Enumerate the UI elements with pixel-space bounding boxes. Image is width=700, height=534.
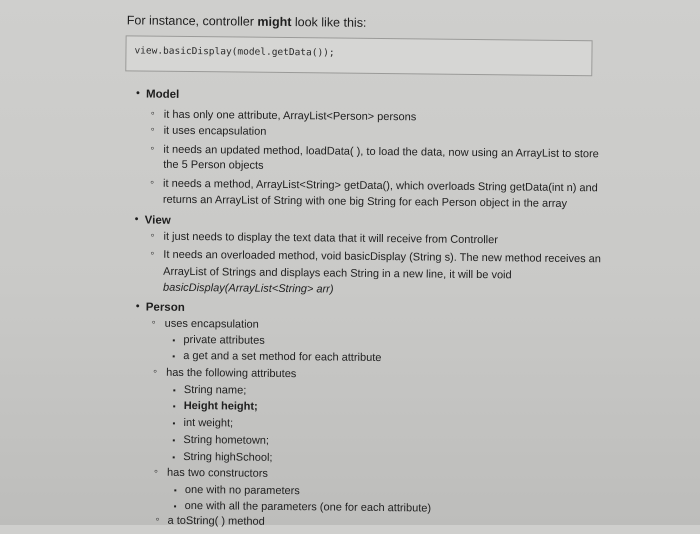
intro-prefix: For instance, controller xyxy=(126,13,258,29)
intro-bold: might xyxy=(257,14,292,30)
model-item-bullet xyxy=(151,124,155,136)
person-sub-bullet xyxy=(172,350,175,362)
code-block xyxy=(125,35,592,76)
person-constructors-label: has two constructors xyxy=(166,466,268,480)
person-sub-bullet xyxy=(172,334,175,346)
person-attr-bullet xyxy=(173,417,176,429)
model-bullet xyxy=(136,87,140,99)
person-ctor-bullet xyxy=(174,484,177,496)
person-attr-name: String name; xyxy=(183,383,247,397)
model-item-1: it has only one attribute, ArrayList<Person> persons xyxy=(163,108,417,124)
person-heading: Person xyxy=(145,301,185,314)
person-item-bullet xyxy=(153,366,157,378)
person-item-bullet xyxy=(156,514,160,526)
view-item-1: it just needs to display the text data that it will receive from Controller xyxy=(163,230,499,247)
view-item-2-cont2: basicDisplay(ArrayList<String> arr) xyxy=(162,281,334,296)
view-item-2-cont: ArrayList of Strings and displays each String in a new line, it will be void xyxy=(163,265,512,282)
person-attr-hometown: String hometown; xyxy=(183,433,270,447)
person-ctor-all: one with all the parameters (one for each attribute) xyxy=(184,499,432,515)
person-ctor-none: one with no parameters xyxy=(184,483,300,498)
person-attr-height: Height height; xyxy=(183,399,258,413)
person-getset: a get and a set method for each attribute xyxy=(183,349,382,365)
intro-suffix: look like this: xyxy=(291,15,367,30)
person-attr-highschool: String highSchool; xyxy=(183,450,273,464)
person-uses-encapsulation: uses encapsulation xyxy=(164,317,259,331)
view-item-2: It needs an overloaded method, void basicDisplay (String s). The new method receives an xyxy=(163,248,601,266)
view-item-bullet xyxy=(150,248,154,260)
view-heading: View xyxy=(144,214,171,227)
intro-text xyxy=(127,13,367,30)
person-bullet xyxy=(136,300,140,312)
model-item-4: it needs a method, ArrayList<String> getData(), which overloads String getData(int n) and xyxy=(163,177,598,195)
model-item-3: it needs an updated method, loadData( ), to load the data, now using an ArrayList to store xyxy=(163,143,599,161)
person-attr-weight: int weight; xyxy=(183,416,234,430)
person-attr-bullet xyxy=(172,434,175,446)
person-item-bullet xyxy=(154,466,158,478)
person-tostring: a toString( ) method xyxy=(167,514,265,528)
person-item-bullet xyxy=(152,317,156,329)
model-item-2: it uses encapsulation xyxy=(163,124,267,138)
model-item-4-cont: returns an ArrayList of String with one big String for each Person object in the array xyxy=(162,193,568,210)
person-attr-bullet xyxy=(173,400,176,412)
person-attr-bullet xyxy=(173,384,176,396)
model-item-bullet xyxy=(150,177,154,189)
model-item-bullet xyxy=(150,143,154,155)
person-ctor-bullet xyxy=(174,500,177,512)
model-heading: Model xyxy=(145,88,180,101)
model-item-bullet xyxy=(151,108,155,120)
model-item-3-cont: the 5 Person objects xyxy=(163,158,264,172)
view-bullet xyxy=(135,213,139,225)
person-attr-bullet xyxy=(172,451,175,463)
code-line: view.basicDisplay(model.getData()); xyxy=(134,45,335,59)
person-attributes-label: has the following attributes xyxy=(166,366,297,381)
person-private-attributes: private attributes xyxy=(183,333,265,347)
view-item-bullet xyxy=(150,230,154,242)
